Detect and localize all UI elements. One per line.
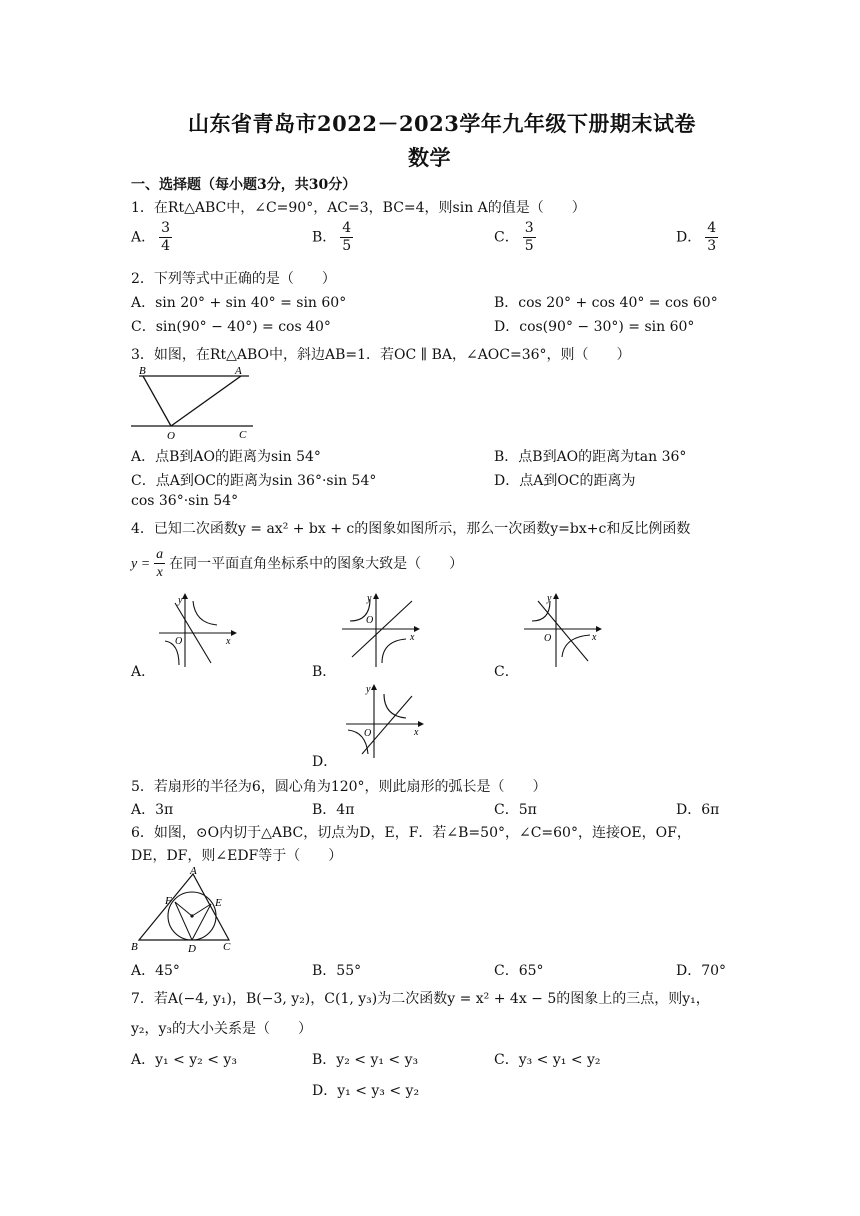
question-4-stem-line1: 4．已知二次函数y = ax² + bx + c的图象如图所示，那么一次函数y=bx+c和反比例函数 [131, 521, 691, 537]
q4-option-a[interactable]: A． [131, 664, 156, 680]
label-d: D [188, 943, 196, 955]
q2-option-b[interactable]: B．cos 20° + cos 40° = cos 60° [494, 295, 718, 311]
q3-figure [131, 364, 261, 444]
label-o: O [167, 430, 175, 442]
question-1-stem: 1．在Rt△ABC中，∠C=90°，AC=3，BC=4，则sin A的值是（ ） [131, 200, 586, 216]
label-a: A [235, 365, 242, 377]
label-f: F [165, 895, 172, 907]
svg-text:O: O [364, 728, 372, 739]
section-heading: 一、选择题（每小题3分，共30分） [131, 177, 357, 193]
question-7-stem-line1: 7．若A(−4, y₁)，B(−3, y₂)，C(1, y₃)为二次函数y = x² + 4x − 5的图象上的三点，则y₁， [131, 991, 710, 1007]
label-c: C [239, 429, 247, 441]
fraction-a-over-x: $\frac{a}{x}$ [156, 547, 164, 580]
q1-option-a[interactable] [131, 220, 172, 255]
q4-option-d[interactable]: D． [312, 754, 338, 770]
q4-graph-a [153, 591, 243, 671]
q5-option-a[interactable]: A．3π [131, 802, 174, 818]
q2-option-c[interactable]: C．sin(90° − 40°) = cos 40° [131, 319, 331, 335]
q5-option-c[interactable]: C．5π [494, 802, 537, 818]
page-title: 山东省青岛市2022－2023学年九年级下册期末试卷 [188, 111, 696, 136]
question-4-stem-line2: y = $\frac{a}{x}$ 在同一平面直角坐标系中的图象大致是（ ） [131, 547, 464, 580]
svg-text:y: y [366, 684, 371, 695]
q4-option-c[interactable]: C． [494, 664, 519, 680]
q1-option-d[interactable] [676, 220, 718, 255]
svg-text:O: O [175, 636, 183, 647]
svg-text:O: O [366, 615, 374, 626]
label-b: B [131, 941, 138, 953]
q2-option-d[interactable]: D．cos(90° − 30°) = sin 60° [494, 319, 695, 335]
q6-option-c[interactable]: C．65° [494, 963, 544, 979]
question-6-stem-line1: 6．如图，⊙O内切于△ABC，切点为D，E，F．若∠B=50°，∠C=60°，连接OE，OF， [131, 825, 691, 841]
q4-graph-b [336, 591, 426, 671]
option-label: B． [312, 229, 337, 246]
svg-text:x: x [410, 632, 415, 643]
q6-figure [131, 864, 241, 954]
option-label: A． [131, 229, 156, 246]
label-a: A [190, 865, 197, 877]
question-7-stem-line2: y₂，y₃的大小关系是（ ） [131, 1021, 313, 1037]
svg-text:x: x [592, 632, 597, 643]
q6-option-d[interactable]: D．70° [676, 963, 727, 979]
page-subtitle: 数学 [408, 145, 451, 170]
fraction: $\frac{4}{3}$ [707, 220, 717, 254]
svg-text:y: y [178, 595, 183, 606]
fraction: $\frac{3}{5}$ [524, 220, 534, 254]
q1-option-c[interactable] [494, 220, 536, 255]
label-e: E [215, 897, 222, 909]
q3-option-d[interactable]: D．点A到OC的距离为 [494, 473, 636, 489]
svg-text:y: y [547, 593, 552, 604]
option-label: C． [494, 229, 519, 246]
q1-option-b[interactable] [312, 220, 353, 255]
q7-option-a[interactable]: A．y₁ < y₂ < y₃ [131, 1052, 237, 1068]
q6-option-b[interactable]: B．55° [312, 963, 362, 979]
q4-graph-d [340, 682, 430, 762]
q2-option-a[interactable]: A．sin 20° + sin 40° = sin 60° [131, 295, 347, 311]
question-5-stem: 5．若扇形的半径为6，圆心角为120°，则此扇形的弧长是（ ） [131, 779, 547, 795]
q4-graph-c [518, 591, 608, 671]
q5-option-d[interactable]: D．6π [676, 802, 720, 818]
q7-option-b[interactable]: B．y₂ < y₁ < y₃ [312, 1052, 419, 1068]
q3-option-b[interactable]: B．点B到AO的距离为tan 36° [494, 449, 687, 465]
svg-text:y: y [367, 593, 372, 604]
q7-option-c[interactable]: C．y₃ < y₁ < y₂ [494, 1052, 601, 1068]
q4-option-b[interactable]: B． [312, 664, 337, 680]
label-c: C [223, 941, 231, 953]
svg-text:O: O [544, 633, 552, 644]
q3-option-c[interactable]: C．点A到OC的距离为sin 36°·sin 54° [131, 473, 377, 489]
q3-option-d-continued: cos 36°·sin 54° [131, 493, 239, 509]
fraction: $\frac{3}{4}$ [161, 220, 171, 254]
q5-option-b[interactable]: B．4π [312, 802, 355, 818]
label-b: B [139, 365, 146, 377]
svg-text:x: x [226, 636, 231, 647]
q6-option-a[interactable]: A．45° [131, 963, 180, 979]
question-6-stem-line2: DE，DF，则∠EDF等于（ ） [131, 848, 343, 864]
q7-option-d[interactable]: D．y₁ < y₃ < y₂ [312, 1083, 420, 1099]
q3-option-a[interactable]: A．点B到AO的距离为sin 54° [131, 449, 321, 465]
svg-text:x: x [414, 727, 419, 738]
fraction: $\frac{4}{5}$ [342, 220, 352, 254]
option-label: D． [676, 229, 702, 246]
question-3-stem: 3．如图，在Rt△ABO中，斜边AB=1．若OC ∥ BA，∠AOC=36°，则（ ） [131, 347, 631, 363]
question-2-stem: 2．下列等式中正确的是（ ） [131, 271, 336, 287]
